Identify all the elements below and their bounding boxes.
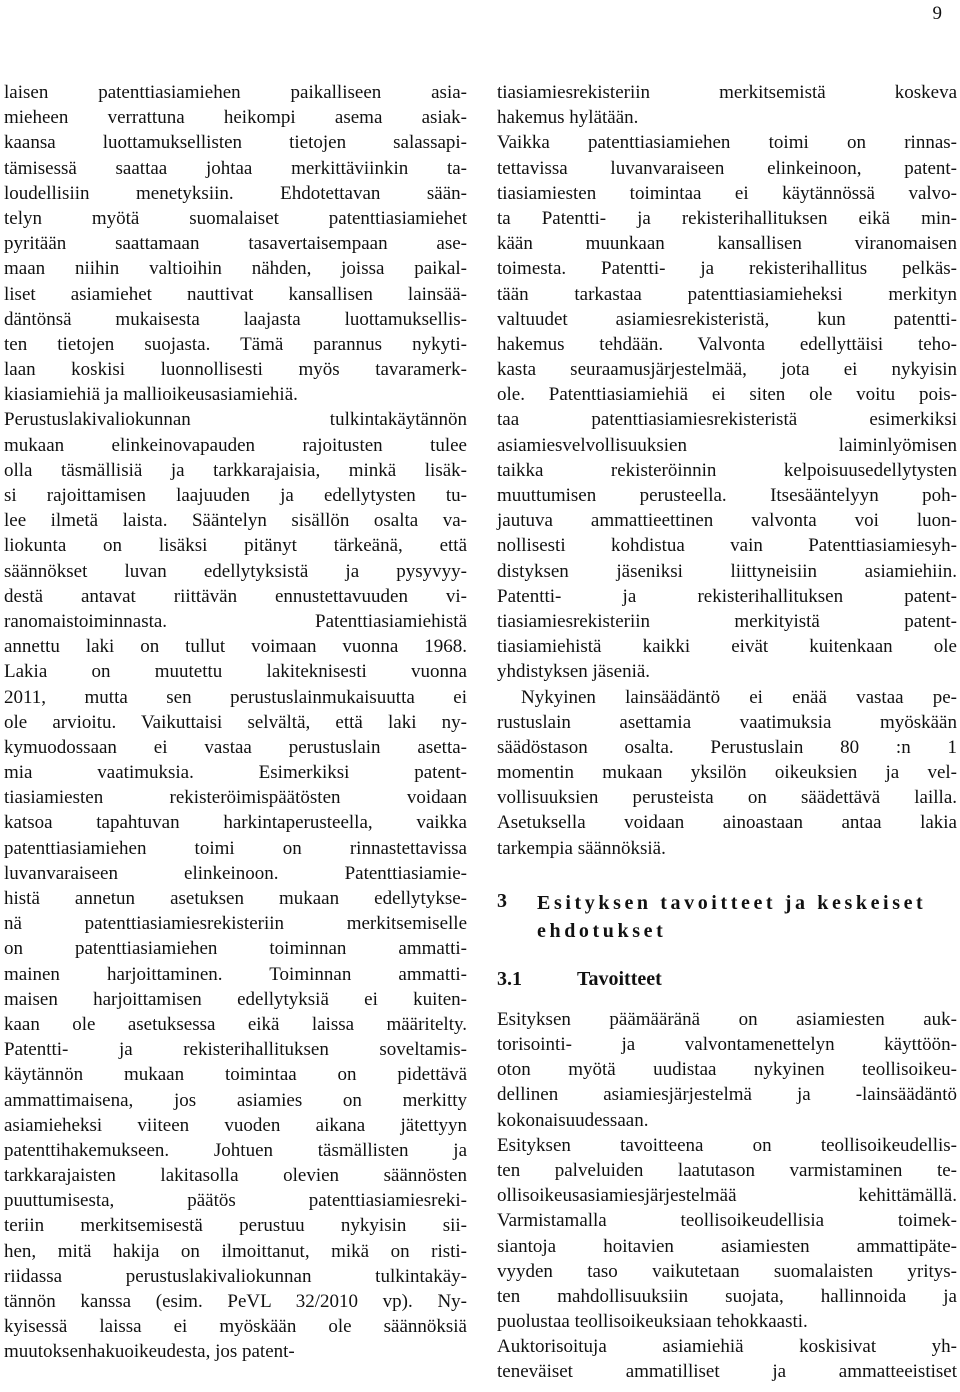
text-line: kasta seuraamusjärjestelmää, jota ei nykyisin xyxy=(497,359,957,381)
text-line: vollisuuksien perusteista on säädettävä lailla. xyxy=(497,787,957,809)
text-line: tarkempia säännöksiä. xyxy=(497,837,666,859)
text-line: säännökset luvan edellytyksistä ja pysyvyy- xyxy=(4,560,467,582)
text-line: tettavissa luvanvaraiseen elinkeinoon, patent- xyxy=(497,157,957,179)
text-line: säädöstason osalta. Perustuslain 80 :n 1 xyxy=(497,736,957,758)
text-line: jautuva ammattieettinen valvonta voi luon- xyxy=(497,510,957,532)
text-line: distyksen jäseniksi liittyneisiin asiamiehiin. xyxy=(497,560,957,582)
text-line: laan koskisi luonnollisesti myös tavaramerk- xyxy=(4,359,467,381)
subsection-heading xyxy=(497,967,957,1007)
text-line: luvanvaraiseen elinkeinoon. Patenttiasiamie- xyxy=(4,862,467,884)
text-line: ammattimaisena, jos asiamies on merkitty xyxy=(4,1089,467,1111)
text-line: on patenttiasiamiehen toiminnan ammatti- xyxy=(4,938,467,960)
page-number: 9 xyxy=(932,3,942,24)
text-line: patenttihakemukseen. Johtuen täsmällisten ja xyxy=(4,1139,467,1161)
text-line: asiamiesvelvollisuuksien laiminlyömisen xyxy=(497,434,957,456)
text-line: dellinen asiamiesjärjestelmä ja -lainsäädäntö xyxy=(497,1084,957,1106)
text-line: taa patenttiasiamiesrekisteristä esimerkiksi xyxy=(497,409,957,431)
text-line: kaansa luottamuksellisten tietojen salassapi- xyxy=(4,132,467,154)
text-line: riidassa perustuslakivaliokunnan tulkintakäy- xyxy=(4,1265,467,1287)
text-line: kiasiamiehiä ja mallioikeusasiamiehiä. xyxy=(4,384,298,406)
text-line: mukaan elinkeinovapauden rajoitusten tulee xyxy=(4,434,467,456)
text-line: mieheen verrattuna heikompi asema asiak- xyxy=(4,107,467,129)
text-line: tään tarkastaa patenttiasiamieheksi merkityn xyxy=(497,283,957,305)
text-line: Vaikka patenttiasiamiehen toimi on rinnas- xyxy=(497,132,957,154)
text-line: käytännön mukaan toimintaa on pidettävä xyxy=(4,1064,467,1086)
right-paragraphs-1 xyxy=(497,80,957,861)
text-line: tiasiamiesrekisteriin merkityistä patent- xyxy=(497,610,957,632)
text-line: hakemus tehdään. Valvonta edellyttäisi teho- xyxy=(497,333,957,355)
text-line: liset asiamiehet nauttivat kansallisen lainsää- xyxy=(4,283,467,305)
text-line: tiasiamiehistä kaikki eivät kuitenkaan ole xyxy=(497,636,957,658)
text-line: Perustuslakivaliokunnan tulkintakäytännön xyxy=(4,409,467,431)
text-line: kymuodossaan ei vastaa perustuslain asetta- xyxy=(4,736,467,758)
text-line: asiamieheksi viiteen vuoden aikana jätettyyn xyxy=(4,1114,467,1136)
text-line: pyritään saattamaan tasavertaisempaan ase- xyxy=(4,233,467,255)
text-line: Varmistamalla teollisoikeudellisia toimek- xyxy=(497,1210,957,1232)
text-line: tämisessä saattaa johtaa merkittäviinkin ta- xyxy=(4,157,467,179)
text-line: liokunta on lisäksi pitänyt tärkeänä, että xyxy=(4,535,467,557)
text-line: rustuslain asettamia vaatimuksia myöskään xyxy=(497,711,957,733)
text-line: loudellisiin menetyksiin. Ehdotettavan sään- xyxy=(4,182,467,204)
text-line: momentin mukaan yksilön oikeuksien ja vel- xyxy=(497,762,957,784)
text-line: nä patenttiasiamiesrekisteriin merkitsemiselle xyxy=(4,913,467,935)
text-line: Patentti- ja rekisterihallituksen soveltamis- xyxy=(4,1039,467,1061)
text-line: kyisessä laissa ei myöskään ole säännöksiä xyxy=(4,1316,467,1338)
text-line: laisen patenttiasiamiehen paikalliseen asia- xyxy=(4,82,467,103)
text-line: kaan ole asetuksessa eikä laissa määritelty. xyxy=(4,1013,467,1035)
text-line: tännön kanssa (esim. PeVL 32/2010 vp). Ny- xyxy=(4,1291,467,1312)
text-line: ten mahdollisuuksiin suojata, hallinnoida ja xyxy=(497,1285,957,1307)
text-line: destä antavat riittävän ennustettavuuden vi- xyxy=(4,585,467,607)
text-line: teneväiset ammatilliset ja ammatteeistiset xyxy=(497,1361,957,1383)
text-line: ole arvioitu. Vaikuttaisi selvältä, että laki ny- xyxy=(4,711,467,733)
right-column xyxy=(497,80,957,1385)
text-line: toimesta. Patentti- ja rekisterihallitus pelkäs- xyxy=(497,258,957,280)
text-line: tiasiamiesrekisteriin merkitsemistä koskeva xyxy=(497,82,957,103)
text-line: Patentti- ja rekisterihallituksen patent- xyxy=(497,585,957,607)
text-line: maan niihin valtioihin nähden, joissa paikal- xyxy=(4,258,467,280)
text-line: torisointi- ja valvontamenettelyn käyttöön- xyxy=(497,1034,957,1055)
text-line: Auktorisoituja asiamiehiä koskisivat yh- xyxy=(497,1336,957,1358)
subsection-number: 3.1 xyxy=(497,967,522,990)
text-line: olla täsmällisiä ja tarkkarajaisia, minkä lisäk- xyxy=(4,459,467,481)
text-line: ta Patentti- ja rekisterihallituksen eikä min- xyxy=(497,207,957,229)
text-line: patenttiasiamiehen toimi on rinnastettavissa xyxy=(4,837,467,859)
text-line: annettu laki on tullut voimaan vuonna 1968. xyxy=(4,636,467,658)
text-line: hakemus hylätään. xyxy=(497,107,639,129)
left-column xyxy=(4,80,467,1365)
section-title: Esityksen tavoitteet ja keskeiset ehdotukset xyxy=(537,891,927,942)
text-line: mainen harjoittaminen. Toiminnan ammatti- xyxy=(4,963,467,985)
section-heading xyxy=(497,889,957,949)
text-line: muuttumisen perusteella. Itsesääntelyyn poh- xyxy=(497,485,957,506)
text-line: yhdistyksen jäseniä. xyxy=(497,661,651,683)
text-line: Nykyinen lainsäädäntö ei enää vastaa pe- xyxy=(521,686,957,708)
text-line: si rajoittamisen laajuuden ja edellytysten tu- xyxy=(4,485,467,506)
text-line: ten palveluiden laatutason varmistaminen te- xyxy=(497,1159,957,1181)
text-line: oton myötä uudistaa nykyinen teollisoikeu- xyxy=(497,1059,957,1081)
text-line: ten tietojen suojasta. Tämä parannus nykyti- xyxy=(4,333,467,355)
text-line: taikka rekisteröinnin kelpoisuusedellytysten xyxy=(497,459,957,481)
text-line: siantoja hoitavien asiamiesten ammattipäte- xyxy=(497,1235,957,1257)
text-line: vyyden taso vaikutetaan suomalaisten yritys- xyxy=(497,1260,957,1282)
text-line: puolustaa teollisoikeuksiaan tehokkaasti. xyxy=(497,1311,808,1333)
text-line: tarkkarajaisten lakitasolla olevien säännösten xyxy=(4,1165,467,1187)
text-line: Esityksen tavoitteena on teollisoikeudellis- xyxy=(497,1134,957,1156)
text-line: kään muunkaan kansallisen viranomaisen xyxy=(497,233,957,255)
text-line: nollisesti kohdistua vain Patenttiasiamiesyh- xyxy=(497,535,957,557)
text-line: tiasiamiesten rekisteröimispäätösten voidaan xyxy=(4,787,467,809)
text-line: Lakia on muutettu lakiteknisesti vuonna xyxy=(4,661,467,683)
text-line: mia vaatimuksia. Esimerkiksi patent- xyxy=(4,762,467,784)
text-line: tiasiamiesten toimintaa ei käytännössä valvo- xyxy=(497,182,957,204)
text-line: maisen harjoittamisen edellytyksiä ei kuiten- xyxy=(4,988,467,1010)
text-line: ollisoikeusasiamiesjärjestelmää kehittämällä. xyxy=(497,1185,957,1207)
text-line: muutoksenhakuoikeudesta, jos patent- xyxy=(4,1341,295,1363)
right-paragraphs-2 xyxy=(497,1007,957,1385)
text-line: däntönsä mukaisesta laajasta luottamuksellis- xyxy=(4,308,467,330)
section-number: 3 xyxy=(497,889,507,912)
text-line: hen, mitä hakija on ilmoittanut, mikä on risti- xyxy=(4,1240,467,1262)
subsection-title: Tavoitteet xyxy=(577,967,662,990)
text-line: valtuudet asiamiesrekisteristä, kun patentti- xyxy=(497,308,957,330)
text-line: Esityksen päämääränä on asiamiesten auk- xyxy=(497,1008,957,1030)
text-line: Asetuksella voidaan ainoastaan antaa lakia xyxy=(497,812,957,834)
text-line: histä annetun asetuksen mukaan edellytykse- xyxy=(4,888,467,909)
text-line: ole. Patenttiasiamiehiä ei siten ole voitu pois- xyxy=(497,384,957,406)
text-line: kokonaisuudessaan. xyxy=(497,1109,649,1131)
text-line: 2011, mutta sen perustuslainmukaisuutta ei xyxy=(4,686,467,708)
text-line: puuttumisesta, päätös patenttiasiamiesreki- xyxy=(4,1190,467,1212)
text-line: teriin merkitsemisestä perustuu nykyisin sii- xyxy=(4,1215,467,1237)
text-line: katsoa tapahtuvan harkintaperusteella, vaikka xyxy=(4,812,467,834)
text-line: telyn myötä suomalaiset patenttiasiamiehet xyxy=(4,207,467,229)
text-line: ranomaistoiminnasta. Patenttiasiamiehistä xyxy=(4,610,467,632)
text-line: lee ilmetä laista. Sääntelyn sisällön osalta va- xyxy=(4,510,467,532)
